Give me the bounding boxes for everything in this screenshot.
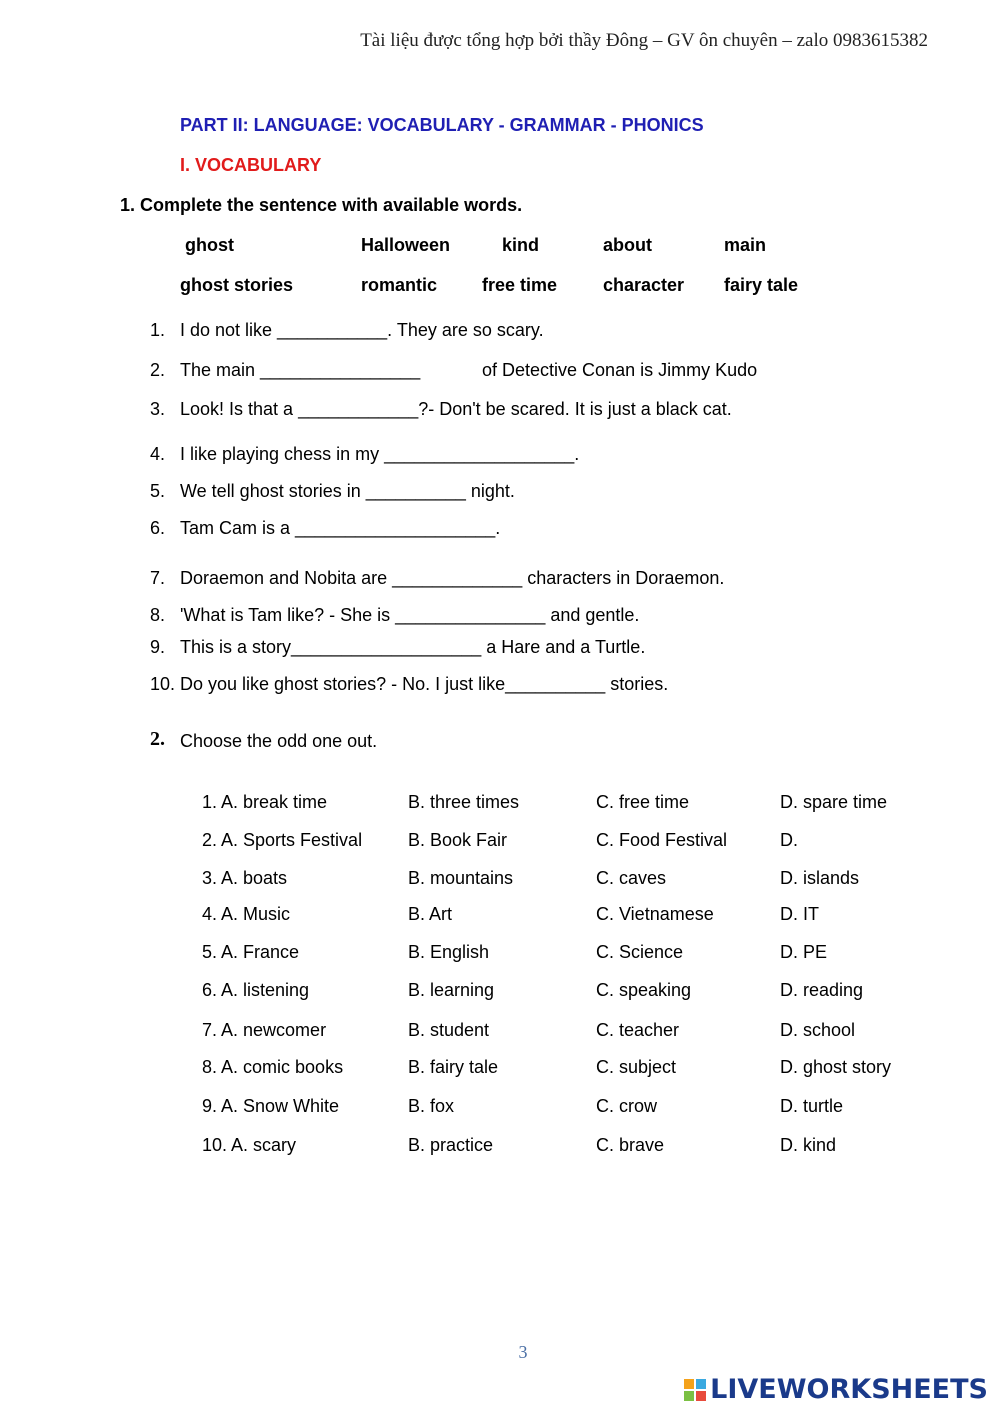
sentence-number: 10. xyxy=(150,674,176,694)
liveworksheets-logo-icon xyxy=(684,1379,706,1401)
sentence-number: 4. xyxy=(150,444,166,464)
page-number: 3 xyxy=(518,1342,528,1362)
odd-one-out-option-b: B. student xyxy=(408,1020,490,1040)
sentence-number: 6. xyxy=(150,518,166,538)
odd-one-out-option-c: C. Science xyxy=(596,942,684,962)
page-header: Tài liệu được tổng hợp bởi thầy Đông – GV ôn chuyên – zalo 0983615382 xyxy=(360,30,928,51)
odd-one-out-option-b: B. learning xyxy=(408,980,495,1000)
odd-one-out-option-b: B. Art xyxy=(408,904,453,924)
odd-one-out-option-a: 5. A. France xyxy=(202,942,300,962)
odd-one-out-option-a: 1. A. break time xyxy=(202,792,328,812)
odd-one-out-option-d: D. spare time xyxy=(780,792,888,812)
odd-one-out-option-d: D. xyxy=(780,830,798,850)
sentence-number: 1. xyxy=(150,320,166,340)
odd-one-out-option-b: B. practice xyxy=(408,1135,494,1155)
word-bank-item: kind xyxy=(502,235,540,255)
odd-one-out-option-b: B. mountains xyxy=(408,868,514,888)
odd-one-out-option-d: D. school xyxy=(780,1020,856,1040)
sentence-text: I like playing chess in my ___________________. xyxy=(180,444,580,464)
sentence-text: Do you like ghost stories? - No. I just like__________ stories. xyxy=(180,674,669,694)
word-bank-item: romantic xyxy=(361,275,438,295)
sentence-text-continued: of Detective Conan is Jimmy Kudo xyxy=(482,360,758,380)
odd-one-out-option-c: C. speaking xyxy=(596,980,692,1000)
word-bank-item: character xyxy=(603,275,685,295)
sentence-text: I do not like ___________. They are so scary. xyxy=(180,320,544,340)
part-title: PART II: LANGUAGE: VOCABULARY - GRAMMAR - PHONICS xyxy=(180,115,704,135)
exercise2-number: 2. xyxy=(150,728,165,750)
sentence-text: Tam Cam is a ____________________. xyxy=(180,518,501,538)
odd-one-out-option-c: C. crow xyxy=(596,1096,658,1116)
logo-square xyxy=(684,1391,694,1401)
word-bank-item: free time xyxy=(482,275,558,295)
odd-one-out-option-a: 9. A. Snow White xyxy=(202,1096,340,1116)
sentence-number: 9. xyxy=(150,637,166,657)
section-title: I. VOCABULARY xyxy=(180,155,322,175)
odd-one-out-option-c: C. Vietnamese xyxy=(596,904,714,924)
odd-one-out-option-a: 3. A. boats xyxy=(202,868,288,888)
exercise1-title: 1. Complete the sentence with available words. xyxy=(120,195,523,215)
odd-one-out-option-a: 6. A. listening xyxy=(202,980,310,1000)
odd-one-out-option-b: B. three times xyxy=(408,792,520,812)
odd-one-out-option-b: B. fox xyxy=(408,1096,455,1116)
sentence-number: 5. xyxy=(150,481,166,501)
odd-one-out-option-a: 8. A. comic books xyxy=(202,1057,344,1077)
odd-one-out-option-b: B. English xyxy=(408,942,490,962)
sentence-number: 8. xyxy=(150,605,166,625)
odd-one-out-option-b: B. Book Fair xyxy=(408,830,508,850)
odd-one-out-option-a: 10. A. scary xyxy=(202,1135,297,1155)
logo-square xyxy=(696,1379,706,1389)
odd-one-out-option-d: D. turtle xyxy=(780,1096,844,1116)
odd-one-out-option-d: D. IT xyxy=(780,904,819,924)
logo-text: LIVEWORKSHEETS xyxy=(710,1374,988,1405)
odd-one-out-option-c: C. caves xyxy=(596,868,667,888)
sentence-text: The main ________________ xyxy=(180,360,421,380)
word-bank-item: Halloween xyxy=(361,235,451,255)
sentence-text: Look! Is that a ____________?- Don't be scared. It is just a black cat. xyxy=(180,399,732,419)
sentence-number: 2. xyxy=(150,360,166,380)
exercise2-title: Choose the odd one out. xyxy=(180,731,378,751)
odd-one-out-option-a: 7. A. newcomer xyxy=(202,1020,327,1040)
sentence-text: We tell ghost stories in __________ night. xyxy=(180,481,515,501)
liveworksheets-logo xyxy=(684,1374,988,1405)
sentence-text: This is a story___________________ a Hare and a Turtle. xyxy=(180,637,646,657)
word-bank-item: main xyxy=(724,235,767,255)
sentence-number: 7. xyxy=(150,568,166,588)
word-bank-item: about xyxy=(603,235,652,255)
logo-square xyxy=(696,1391,706,1401)
word-bank-item: fairy tale xyxy=(724,275,799,295)
odd-one-out-option-d: D. ghost story xyxy=(780,1057,892,1077)
odd-one-out-option-c: C. teacher xyxy=(596,1020,680,1040)
odd-one-out-option-c: C. subject xyxy=(596,1057,677,1077)
word-bank-item: ghost stories xyxy=(180,275,294,295)
odd-one-out-option-c: C. Food Festival xyxy=(596,830,728,850)
odd-one-out-option-c: C. brave xyxy=(596,1135,665,1155)
odd-one-out-option-d: D. PE xyxy=(780,942,828,962)
sentence-text: Doraemon and Nobita are _____________ characters in Doraemon. xyxy=(180,568,725,588)
odd-one-out-option-b: B. fairy tale xyxy=(408,1057,499,1077)
sentence-number: 3. xyxy=(150,399,166,419)
odd-one-out-option-c: C. free time xyxy=(596,792,690,812)
logo-square xyxy=(684,1379,694,1389)
odd-one-out-option-d: D. kind xyxy=(780,1135,837,1155)
odd-one-out-option-d: D. islands xyxy=(780,868,860,888)
sentence-text: 'What is Tam like? - She is _______________ and gentle. xyxy=(180,605,640,625)
odd-one-out-option-a: 2. A. Sports Festival xyxy=(202,830,363,850)
odd-one-out-option-d: D. reading xyxy=(780,980,864,1000)
odd-one-out-option-a: 4. A. Music xyxy=(202,904,291,924)
word-bank-item: ghost xyxy=(185,235,234,255)
